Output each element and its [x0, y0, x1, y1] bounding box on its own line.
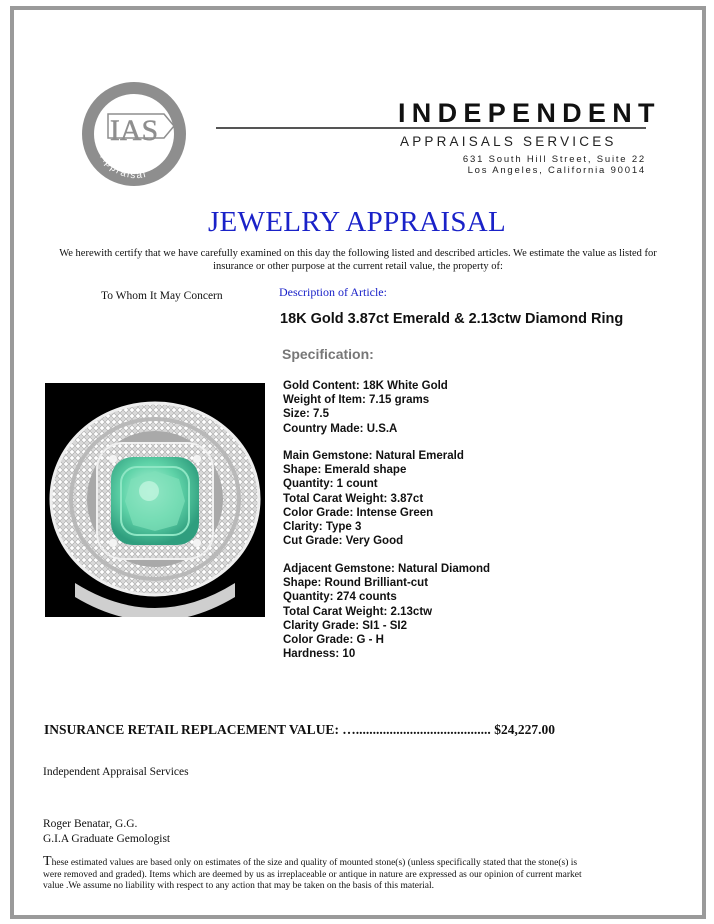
spec-group-adjacent-gemstone	[283, 562, 490, 661]
spec-line: Total Carat Weight: 2.13ctw	[283, 605, 433, 618]
spec-line: Adjacent Gemstone: Natural Diamond	[283, 563, 491, 575]
spec-line: Main Gemstone: Natural Emerald	[283, 450, 464, 462]
spec-line: Clarity Grade: SI1 - SI2	[283, 619, 407, 632]
certification-text: We herewith certify that we have carefully examined on this day the following listed and described articles. We estimate the value as listed for insurance or other purpose at the current retail value, the property of:	[59, 248, 657, 272]
disclaimer-dropcap: T	[43, 854, 52, 869]
company-address-line2: Los Angeles, California 90014	[467, 165, 646, 176]
spec-line: Cut Grade: Very Good	[283, 535, 404, 548]
spec-line: Quantity: 1 count	[283, 478, 378, 491]
logo-monogram: IAS	[109, 114, 159, 147]
signature-company: Independent Appraisal Services	[43, 766, 189, 778]
specification-heading: Specification:	[282, 346, 374, 362]
recipient: To Whom It May Concern	[101, 290, 223, 302]
valuation-amount: $24,227.00	[494, 722, 555, 737]
description-label: Description of Article:	[279, 285, 387, 299]
spec-group-metal	[283, 379, 448, 436]
spec-line: Size: 7.5	[283, 408, 330, 421]
logo-arc-text: Appraisal	[97, 152, 149, 182]
company-name: INDEPENDENT	[398, 98, 661, 128]
spec-line: Gold Content: 18K White Gold	[283, 380, 448, 392]
spec-line: Clarity: Type 3	[283, 521, 362, 534]
spec-line: Shape: Emerald shape	[283, 464, 407, 477]
signer-name: Roger Benatar, G.G.	[43, 818, 138, 830]
spec-line: Color Grade: Intense Green	[283, 506, 434, 519]
spec-line: Country Made: U.S.A	[283, 422, 398, 435]
company-subtitle: APPRAISALS SERVICES	[400, 134, 617, 149]
valuation-label: INSURANCE RETAIL REPLACEMENT VALUE: …........................................	[44, 722, 491, 737]
spec-line: Color Grade: G - H	[283, 634, 384, 647]
spec-line: Quantity: 274 counts	[283, 591, 397, 604]
page-title: JEWELRY APPRAISAL	[207, 206, 507, 238]
disclaimer-text: hese estimated values are based only on estimates of the size and quality of mounted stone(s) (unless specifically stated that the stone(s) is were removed and graded). Items which are deemed by us as irreplaceable or antique in nature are expressed as our opinion of current market value .We assume no liability with respect to any action that may be taken on the basis of this material.	[43, 858, 582, 891]
company-address-line1: 631 South Hill Street, Suite 22	[462, 154, 646, 165]
ring-photo	[45, 383, 265, 617]
spec-line: Shape: Round Brilliant-cut	[283, 577, 429, 590]
spec-line: Hardness: 10	[283, 648, 356, 661]
disclaimer	[43, 856, 583, 893]
company-logo	[78, 80, 196, 190]
spec-line: Total Carat Weight: 3.87ct	[283, 492, 424, 505]
article-title: 18K Gold 3.87ct Emerald & 2.13ctw Diamond Ring	[280, 311, 624, 327]
spec-line: Weight of Item: 7.15 grams	[283, 394, 430, 407]
header-divider	[216, 127, 646, 129]
valuation-line	[44, 722, 555, 738]
spec-group-main-gemstone	[283, 449, 464, 548]
signer-title: G.I.A Graduate Gemologist	[43, 833, 171, 845]
